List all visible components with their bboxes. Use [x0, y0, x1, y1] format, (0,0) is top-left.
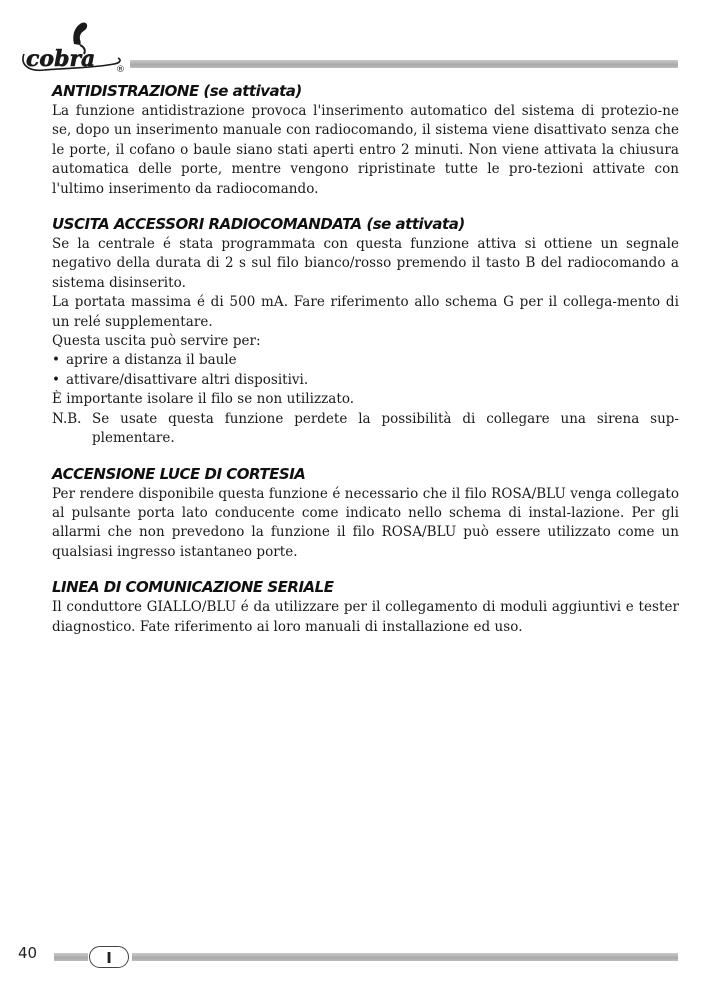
section-title: USCITA ACCESSORI RADIOCOMANDATA (se attivata) — [52, 215, 465, 234]
header-rule — [130, 60, 678, 68]
paragraph: È importante isolare il filo se non utilizzato. — [52, 391, 355, 408]
paragraph: La portata massima é di 500 mA. Fare riferimento allo schema G per il collega-mento di un relé supplementare. — [52, 294, 679, 330]
section-title: ANTIDISTRAZIONE (se attivata) — [52, 82, 302, 100]
section-antidistrazione — [52, 82, 679, 199]
paragraph: La funzione antidistrazione provoca l'inserimento automatico del sistema di protezio-ne se, dopo un inserimento manuale con radiocomando, il sistema viene disattivato senza che le porte, il cofano o baule siano stati aperti entro 2 minuti. Non viene attivata la chiusura automatica delle porte, mentre vengono ripristinate tutte le pro-tezioni attivate con l'ultimo inserimento da radiocomando. — [52, 103, 679, 197]
bullet-icon: • — [52, 352, 60, 369]
paragraph: Il conduttore GIALLO/BLU é da utilizzare per il collegamento di moduli aggiuntivi e tester diagnostico. Fate riferimento ai loro manuali di installazione ed uso. — [52, 599, 679, 635]
footer-rule-right — [132, 953, 678, 961]
section-linea-seriale — [52, 578, 679, 637]
footer-rule-left — [54, 953, 88, 961]
section-title: LINEA DI COMUNICAZIONE SERIALE — [52, 578, 334, 597]
list-item — [52, 371, 679, 390]
note-label: N.B. — [52, 410, 82, 427]
page-number: 40 — [18, 944, 38, 962]
paragraph: Se la centrale é stata programmata con questa funzione attiva si ottiene un segnale negativo della durata di 2 s sul filo bianco/rosso premendo il tasto B del radiocomando a sistema disinserito. — [52, 236, 679, 291]
bullet-icon: • — [52, 371, 60, 388]
page-content — [52, 82, 679, 637]
section-title: ACCENSIONE LUCE DI CORTESIA — [52, 464, 306, 483]
logo-text: cobra — [26, 46, 96, 72]
note — [52, 410, 679, 449]
list-item-text: aprire a distanza il baule — [66, 352, 237, 369]
section-uscita-accessori — [52, 215, 679, 448]
paragraph: Questa uscita può servire per: — [52, 333, 261, 350]
section-luce-cortesia — [52, 465, 679, 563]
language-badge: I — [89, 946, 129, 968]
cobra-logo — [14, 14, 132, 76]
note-text: Se usate questa funzione perdete la possibilità di collegare una sirena sup-plementare. — [92, 410, 679, 447]
registered-mark: ® — [116, 65, 125, 75]
list-item — [52, 351, 679, 370]
paragraph: Per rendere disponibile questa funzione é necessario che il filo ROSA/BLU venga collegato al pulsante porta lato conducente come indicato nello schema di instal-lazione. Per gli allarmi che non prevedono la funzione il filo ROSA/BLU può essere utilizzato come un qualsiasi ingresso istantaneo porte. — [52, 485, 679, 560]
list-item-text: attivare/disattivare altri dispositivi. — [66, 371, 309, 388]
